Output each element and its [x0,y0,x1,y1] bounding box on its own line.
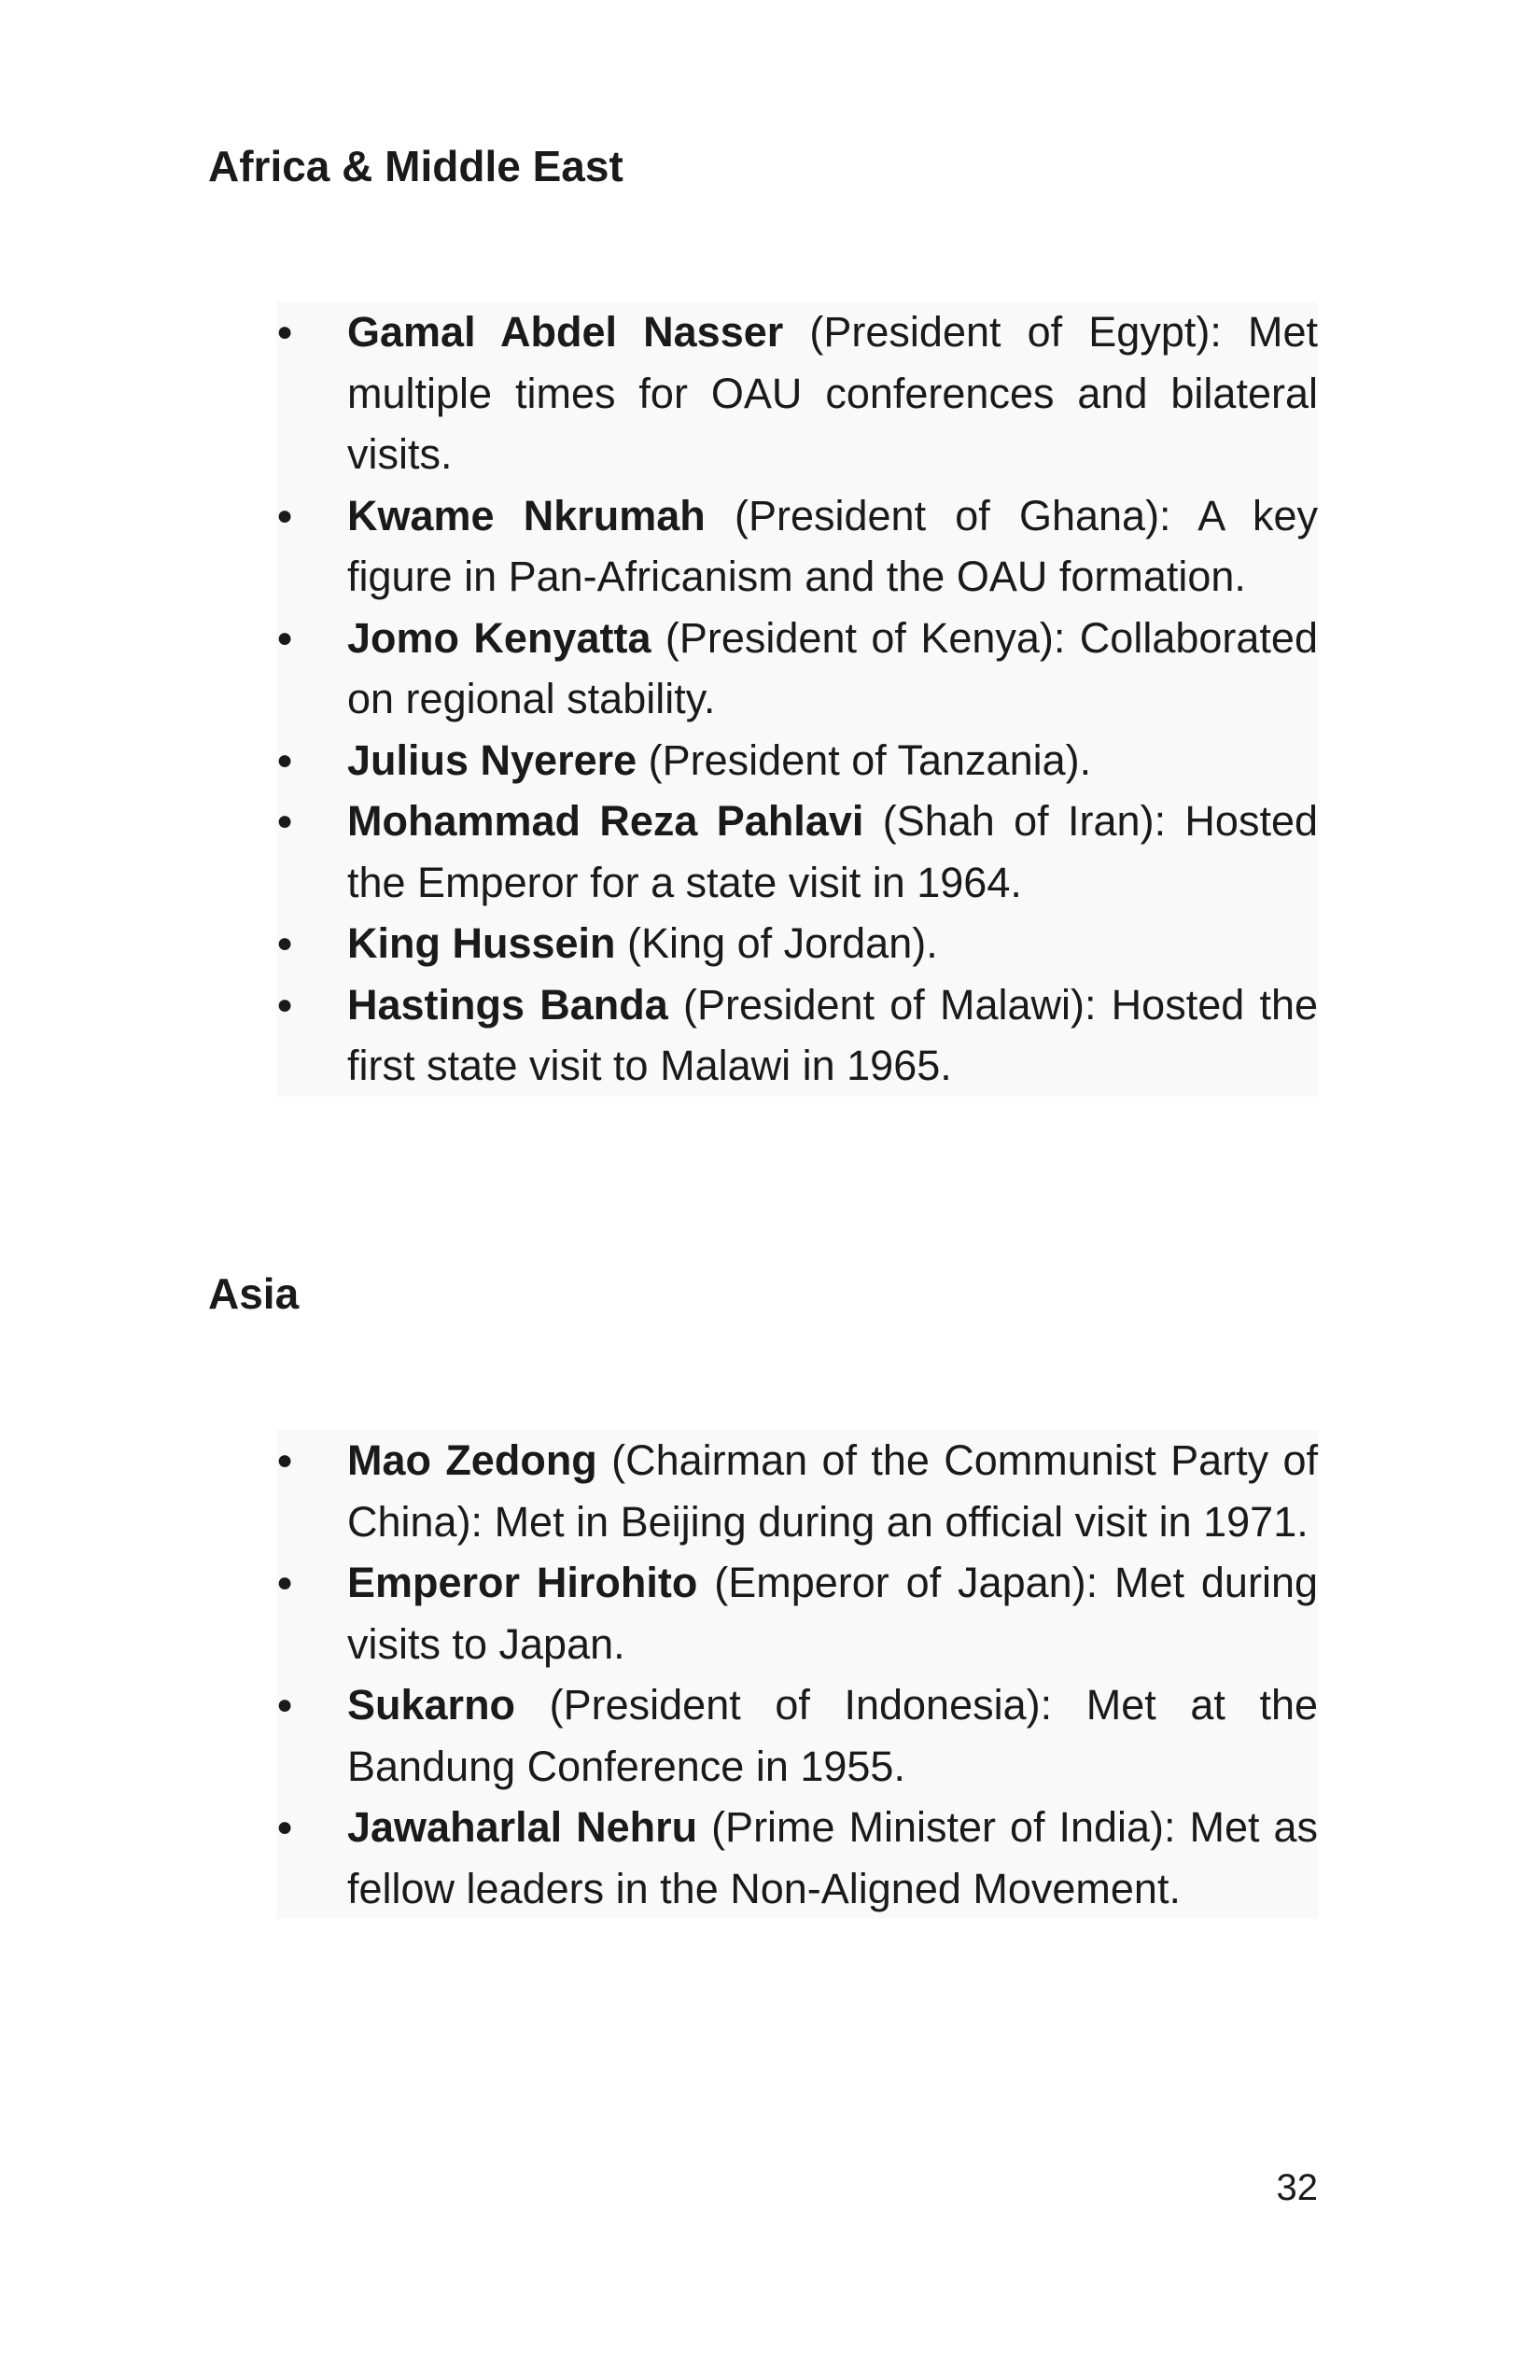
list-item [276,1552,1318,1674]
leader-list-africa-middle-east [276,301,1318,1097]
bullet-icon: ● [276,744,294,776]
bullet-icon: ● [276,1812,294,1842]
bullet-icon: ● [276,805,294,836]
list-item [276,1797,1318,1919]
bullet-icon: ● [276,316,294,347]
leader-description: (President of Tanzania). [637,735,1092,784]
leader-name: Jomo Kenyatta [347,613,651,662]
leader-description: (Shah of Iran): Hosted the Emperor for a state visit in 1964. [347,797,1319,906]
leader-description: (President of Kenya): Collaborated on regional stability. [347,613,1318,722]
list-item [276,730,1318,791]
list-item [276,1674,1318,1797]
leader-description: (Chairman of the Communist Party of China): Met in Beijing during an official visit in 1971. [347,1436,1318,1546]
leader-description: (Prime Minister of India): Met as fellow leaders in the Non-Aligned Movement. [347,1803,1318,1912]
page-number: 32 [1276,2167,1318,2208]
leader-name: King Hussein [347,919,616,967]
list-item [276,1430,1318,1552]
list-item [276,791,1318,913]
leader-name: Hastings Banda [347,980,668,1029]
bullet-icon: ● [276,1445,294,1476]
leader-description: (President of Ghana): A key figure in Pan-Africanism and the OAU formation. [347,491,1318,600]
list-item [276,485,1318,608]
bullet-icon: ● [276,928,294,959]
section-heading-asia: Asia [208,1269,300,1318]
leader-description: (President of Malawi): Hosted the first state visit to Malawi in 1965. [347,980,1318,1089]
leader-name: Sukarno [347,1681,516,1729]
leader-name: Kwame Nkrumah [347,491,706,539]
bullet-icon: ● [276,1567,294,1598]
leader-name: Gamal Abdel Nasser [347,308,784,356]
leader-description: (King of Jordan). [615,919,938,967]
list-item [276,301,1318,485]
bullet-icon: ● [276,499,294,531]
bullet-icon: ● [276,1689,294,1720]
list-item [276,608,1318,730]
bullet-icon: ● [276,988,294,1020]
list-item [276,974,1318,1097]
list-item [276,913,1318,974]
leader-name: Mao Zedong [347,1436,597,1484]
leader-list-asia [276,1430,1318,1919]
leader-name: Julius Nyerere [347,735,637,784]
leader-name: Emperor Hirohito [347,1559,698,1606]
leader-description: (President of Egypt): Met multiple times for OAU conferences and bilateral visits. [347,308,1318,478]
leader-name: Mohammad Reza Pahlavi [347,797,864,845]
section-heading-africa-middle-east: Africa & Middle East [208,142,623,190]
leader-name: Jawaharlal Nehru [347,1803,698,1851]
bullet-icon: ● [276,622,294,653]
leader-description: (Emperor of Japan): Met during visits to Japan. [347,1559,1318,1668]
leader-description: (President of Indonesia): Met at the Bandung Conference in 1955. [347,1681,1318,1790]
